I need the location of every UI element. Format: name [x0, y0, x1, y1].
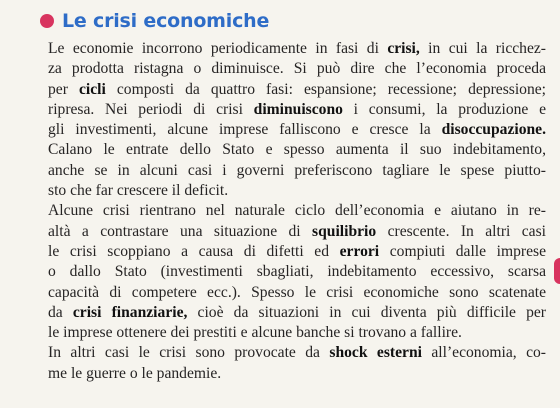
text-run: ripresa. Nei periodi di crisi [48, 100, 254, 118]
text-run: sto che far crescere il deficit. [48, 182, 229, 200]
text-run: da [48, 303, 73, 321]
text-line [48, 80, 546, 100]
text-line [48, 120, 546, 140]
text-run: In altri casi le crisi sono provocate da [48, 344, 330, 362]
text-run: Le economie incorrono periodicamente in fasi di [48, 40, 388, 57]
text-run: cioè da situazioni in cui diventa più difficile per [187, 303, 546, 321]
section-heading [40, 6, 546, 36]
text-line [48, 140, 546, 160]
text-line [48, 39, 546, 59]
text-run: capacità di competere ecc.). Spesso le crisi economiche sono scatenate [48, 283, 546, 301]
body-text [48, 39, 546, 384]
text-line [48, 323, 546, 343]
text-line [48, 262, 546, 282]
bold-term: shock esterni [329, 344, 422, 362]
text-line [48, 222, 546, 242]
text-run: gli investimenti, alcune imprese falliscono e cresce la [48, 121, 442, 139]
text-run: anche se in alcuni casi i governi preferiscono tagliare le spese piutto- [48, 161, 546, 179]
bullet-dot-icon [40, 14, 54, 28]
text-run: per [48, 80, 79, 98]
text-run: compiuti dalle imprese [379, 242, 546, 260]
text-line [48, 283, 546, 303]
bold-term: diminuiscono [253, 100, 343, 118]
text-run: le imprese ottenere dei prestiti e alcune banche si trovano a fallire. [48, 324, 462, 342]
text-run: composti da quattro fasi: espansione; recessione; depressione; [105, 80, 547, 98]
text-run: altà a contrastare una situazione di [48, 222, 313, 240]
bold-term: cicli [78, 80, 106, 98]
bold-term: squilibrio [312, 222, 377, 240]
text-run: i consumi, la produzione e [342, 100, 547, 118]
text-run: le crisi scoppiano a causa di difetti ed [48, 242, 340, 260]
text-run: za prodotta ristagna o diminuisce. Si può dire che l’economia proceda [48, 60, 546, 78]
text-line [48, 201, 546, 221]
text-line [48, 181, 546, 201]
section-title: Le crisi economiche [62, 10, 270, 32]
text-line [48, 303, 546, 323]
text-run: all’economia, co- [421, 344, 546, 362]
page-edge-tab-icon [554, 258, 560, 284]
bold-term: crisi finanziarie, [72, 303, 188, 321]
text-run: in cui la ricchez- [419, 40, 546, 57]
bold-term: crisi, [387, 40, 420, 57]
text-run: o dallo Stato (investimenti sbagliati, indebitamento eccessivo, scarsa [48, 263, 546, 281]
text-line [48, 343, 546, 363]
text-line [48, 59, 546, 79]
text-run: Alcune crisi rientrano nel naturale ciclo dell’economia e aiutano in re- [48, 202, 546, 220]
text-line [48, 100, 546, 120]
bold-term: disoccupazione. [441, 121, 546, 139]
bold-term: errori [339, 242, 380, 260]
text-run: me le guerre o le pandemie. [48, 364, 222, 382]
text-line [48, 364, 546, 384]
text-run: crescente. In altri casi [376, 222, 546, 240]
text-run: Calano le entrate dello Stato e spesso aumenta il suo indebitamento, [48, 141, 546, 159]
text-line [48, 161, 546, 181]
text-line [48, 242, 546, 262]
